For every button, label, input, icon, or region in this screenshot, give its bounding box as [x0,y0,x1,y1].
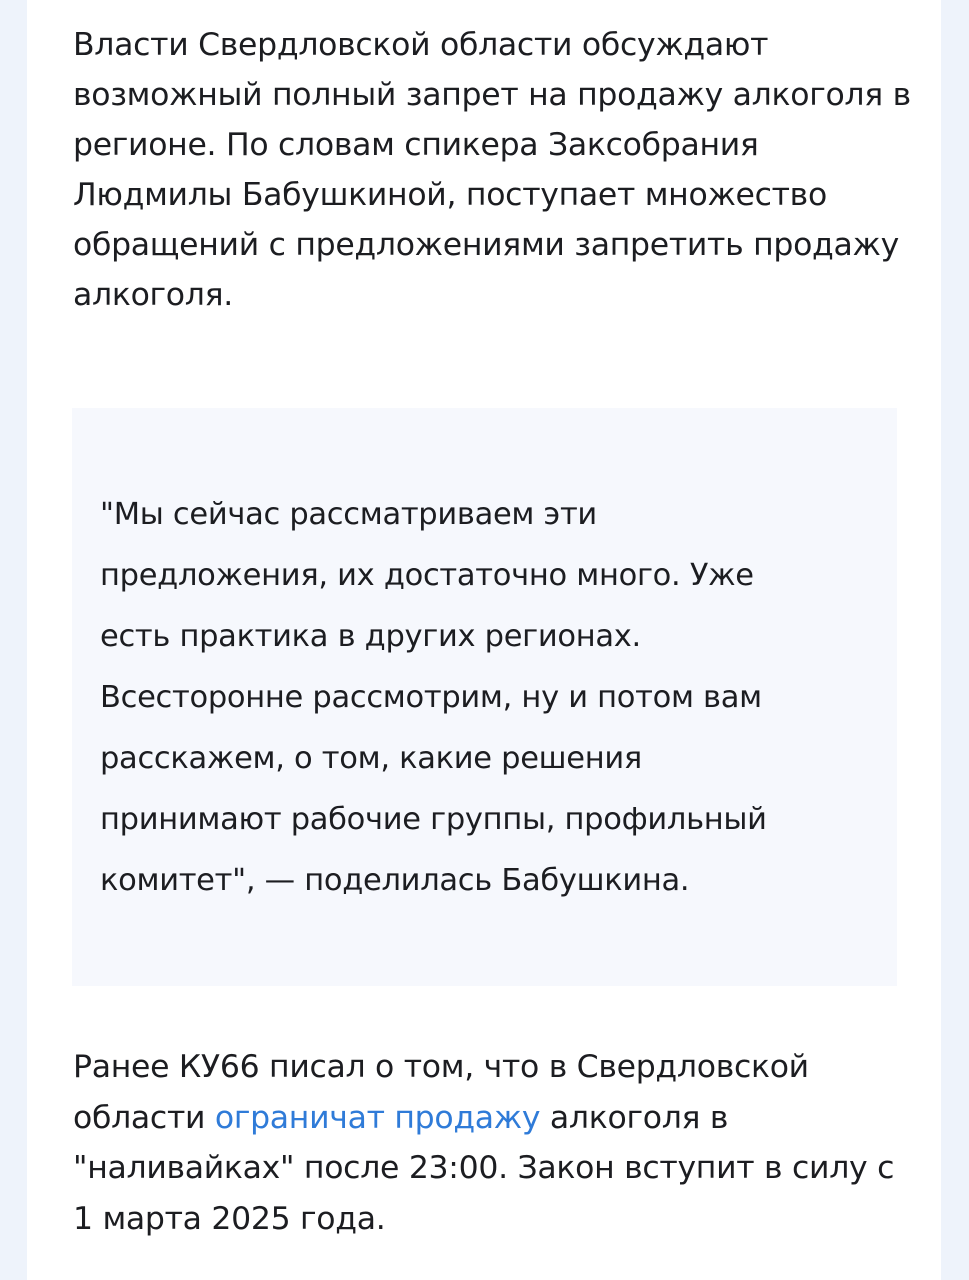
followup-paragraph [73,1042,913,1244]
related-article-link[interactable]: ограничат продажу [214,1099,541,1136]
followup-text-before-link: Ранее КУ66 писал о том, что в Свердловской области [73,1049,809,1136]
article-body [27,0,941,1280]
followup-text-after-link: алкоголя в "наливайках" после 23:00. Закон вступит в силу с 1 марта 2025 года. [73,1099,895,1237]
quote-text: "Мы сейчас рассматриваем эти предложения, их достаточно много. Уже есть практика в других регионах. Всесторонне рассмотрим, ну и потом вам расскажем, о том, какие решения принимают рабочие группы, профильный комитет", — поделилась Бабушкина. [100,497,767,898]
article-lead-paragraph: Власти Свердловской области обсуждают возможный полный запрет на продажу алкоголя в регионе. По словам спикера Заксобрания Людмилы Бабушкиной, поступает множество обращений с предложениями запретить продажу алкоголя. [73,27,911,313]
